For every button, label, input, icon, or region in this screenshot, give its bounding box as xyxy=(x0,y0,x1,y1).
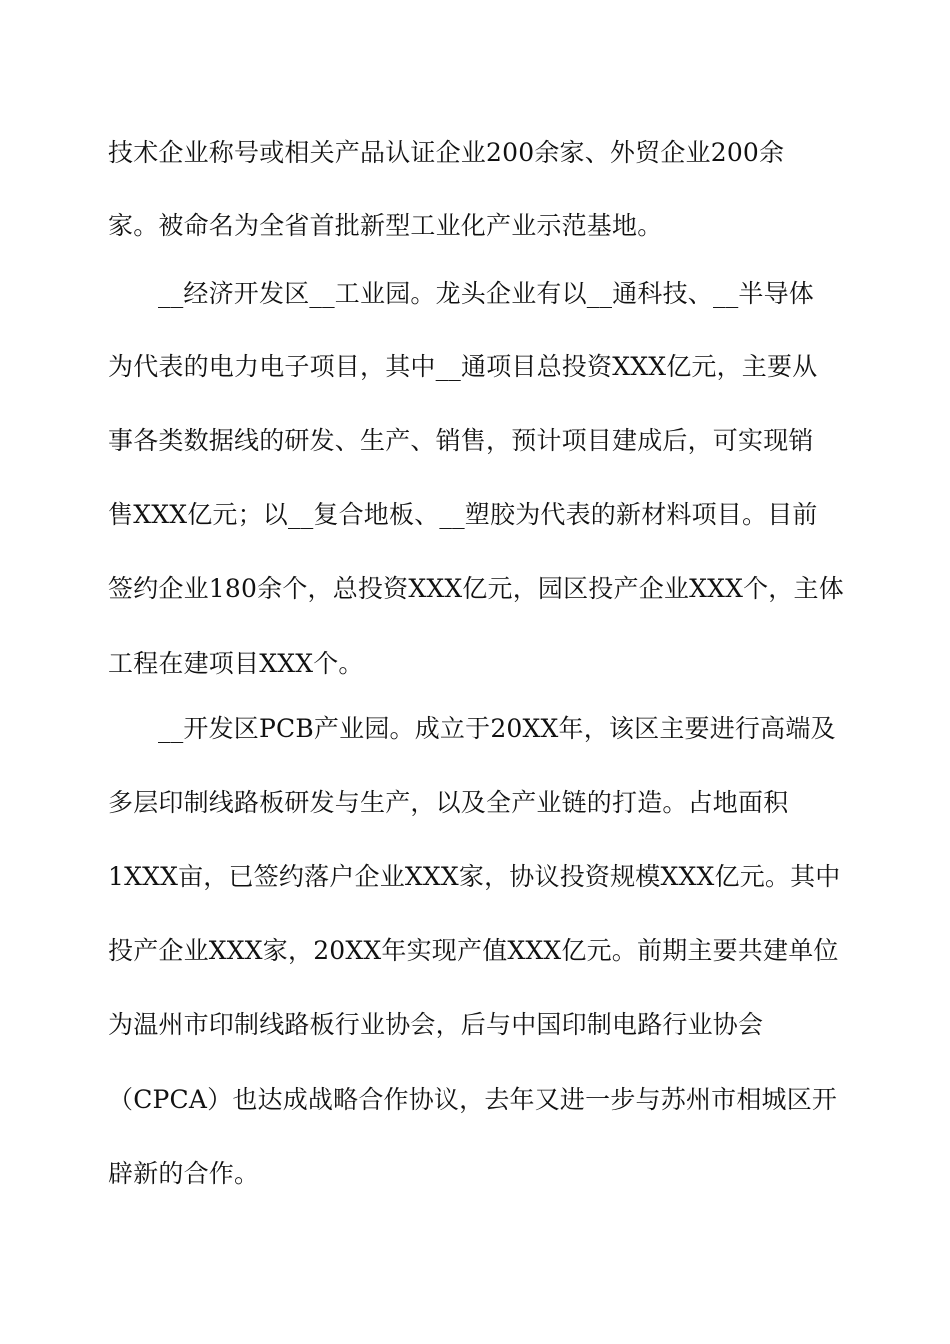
text-line: 1XXX亩，已签约落户企业XXX家，协议投资规模XXX亿元。其中 xyxy=(108,862,841,891)
text-line: __开发区PCB产业园。成立于20XX年，该区主要进行高端及 xyxy=(158,714,836,743)
text-line: 为温州市印制线路板行业协会，后与中国印制电路行业协会 xyxy=(108,1010,764,1039)
text-line: 技术企业称号或相关产品认证企业200余家、外贸企业200余 xyxy=(108,138,785,167)
text-line: 辟新的合作。 xyxy=(108,1159,260,1188)
text-line: __经济开发区__工业园。龙头企业有以__通科技、__半导体 xyxy=(158,279,815,308)
text-line: 工程在建项目XXX个。 xyxy=(108,649,364,678)
text-line: 家。被命名为全省首批新型工业化产业示范基地。 xyxy=(108,211,663,240)
text-line: 投产企业XXX家，20XX年实现产值XXX亿元。前期主要共建单位 xyxy=(108,936,839,965)
text-line: （CPCA）也达成战略合作协议，去年又进一步与苏州市相城区开 xyxy=(108,1085,838,1114)
text-line: 事各类数据线的研发、生产、销售，预计项目建成后，可实现销 xyxy=(108,426,814,455)
text-line: 为代表的电力电子项目，其中__通项目总投资XXX亿元，主要从 xyxy=(108,352,818,381)
text-line: 多层印制线路板研发与生产，以及全产业链的打造。占地面积 xyxy=(108,788,789,817)
text-line: 售XXX亿元；以__复合地板、__塑胶为代表的新材料项目。目前 xyxy=(108,500,818,529)
text-line: 签约企业180余个，总投资XXX亿元，园区投产企业XXX个，主体 xyxy=(108,574,844,603)
